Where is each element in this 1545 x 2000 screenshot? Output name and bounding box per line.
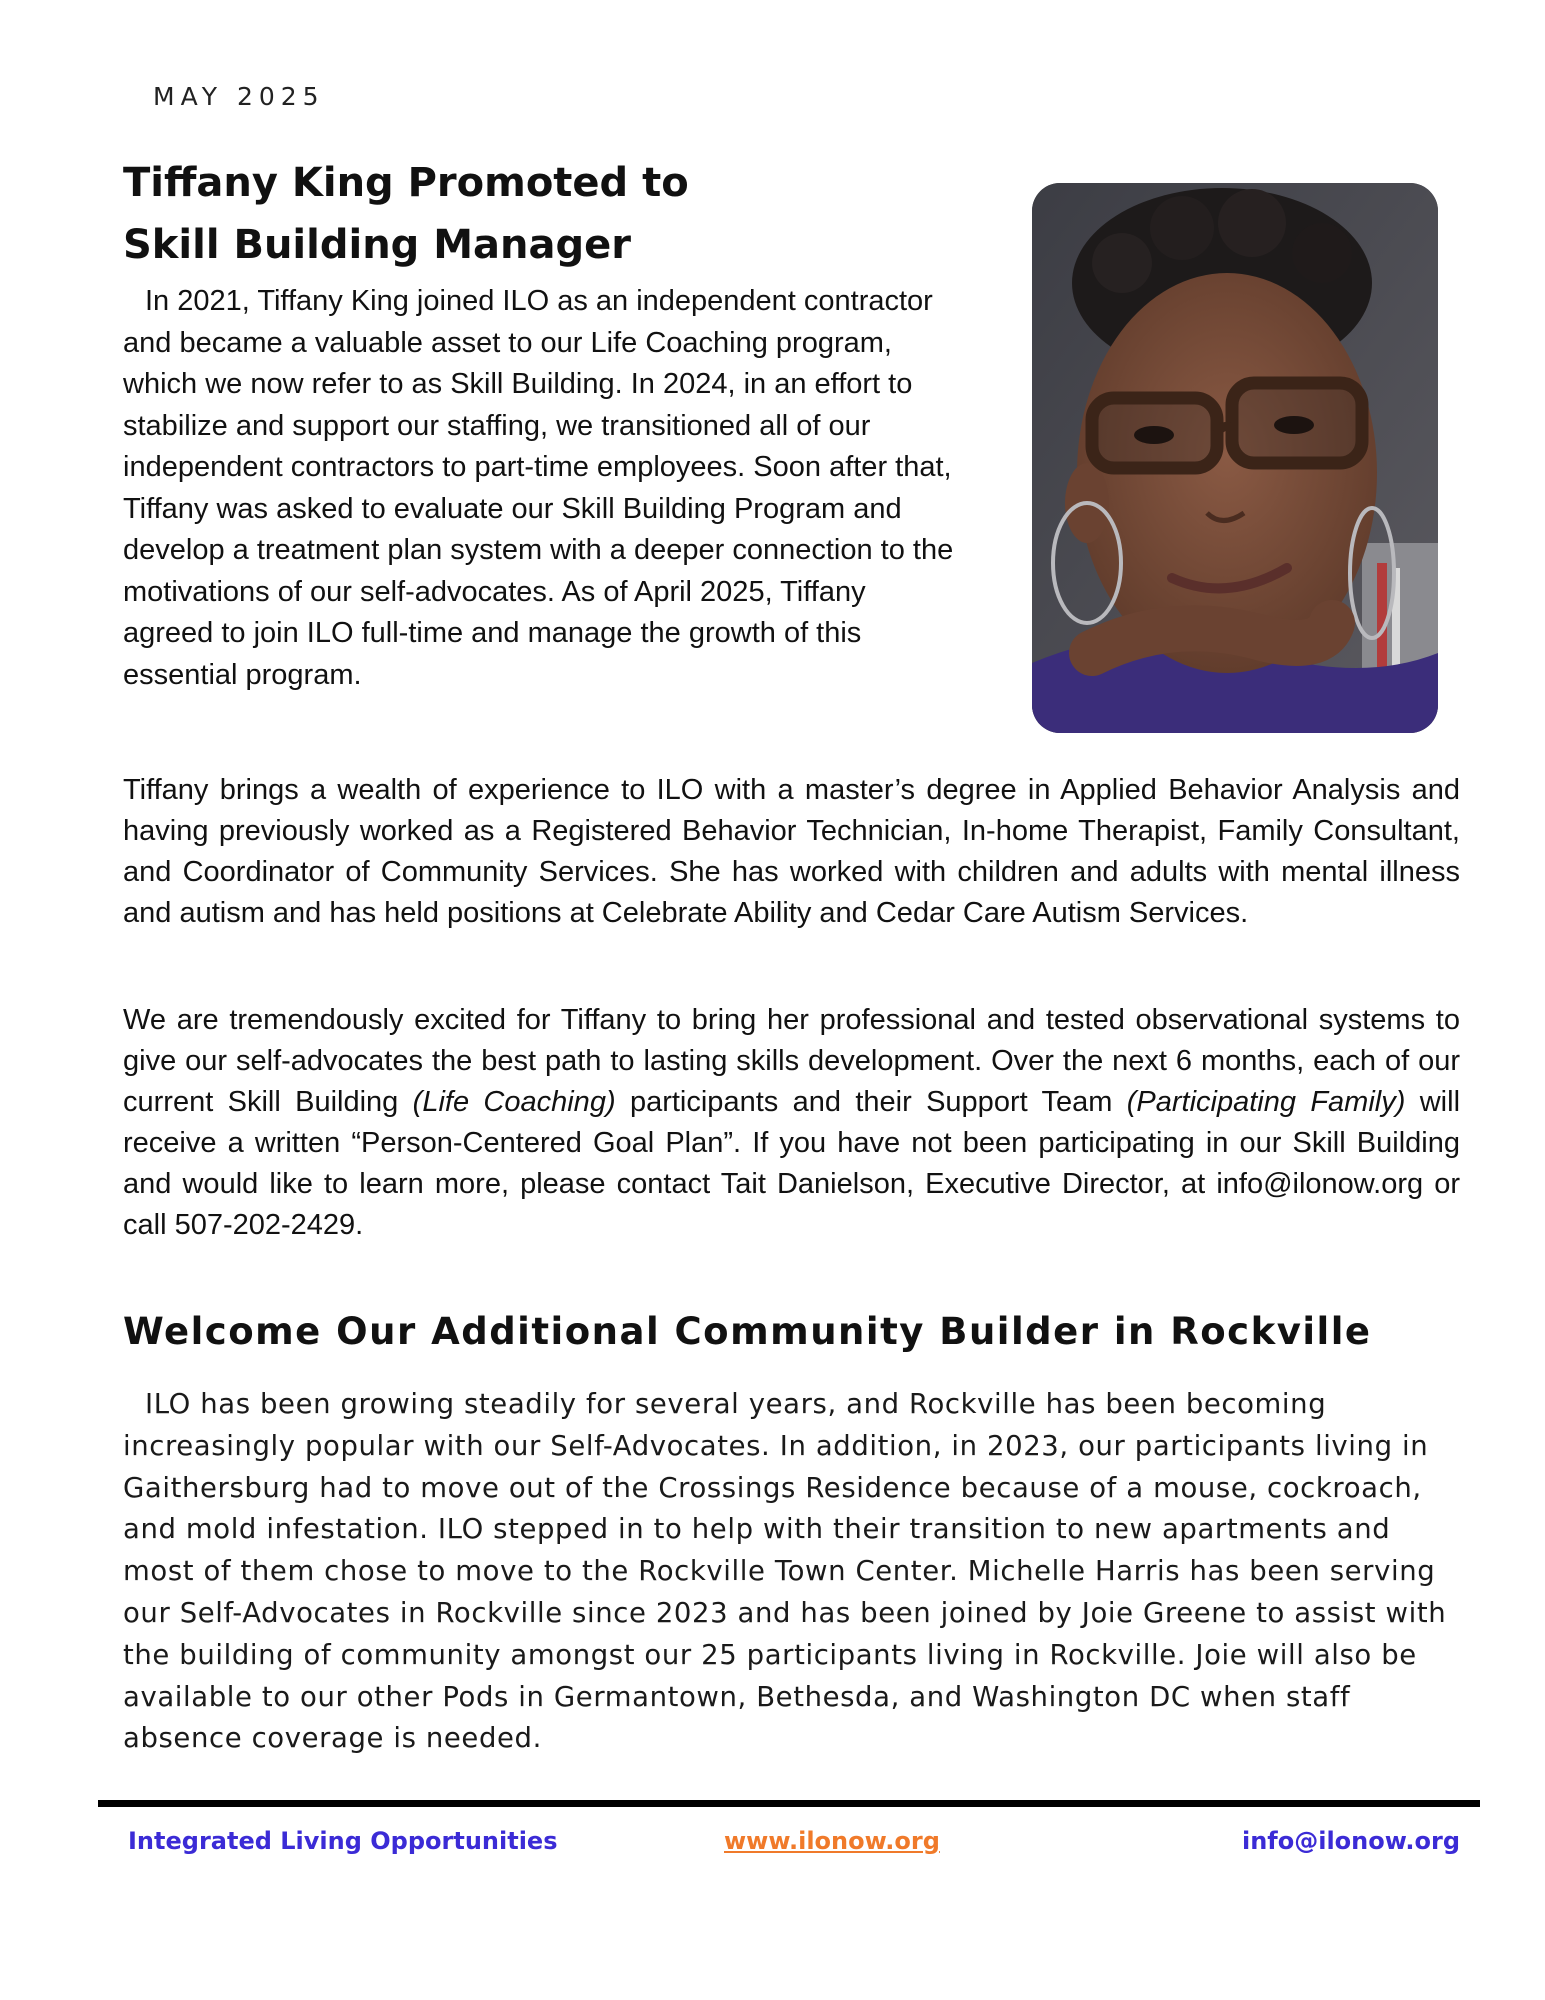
portrait-illustration [1032, 183, 1438, 733]
closing-text-part-2: participants and their Support Team [615, 1086, 1127, 1118]
closing-text-part-3: will receive a written “Person-Centered Goal Plan”. If you have not been participating in our Skill Building and would like to learn more, please contact Tait Danielson, Executive Director, at info@ilonow.org or call 507-202-2429. [123, 1086, 1461, 1241]
issue-date: MAY 2025 [153, 82, 325, 111]
closing-italic-2: (Participating Family) [1126, 1086, 1406, 1118]
headline-line-1: Tiffany King Promoted to [123, 160, 689, 206]
closing-italic-1: (Life Coaching) [412, 1086, 616, 1118]
portrait-photo [1032, 183, 1438, 733]
footer-divider [98, 1800, 1480, 1807]
article-intro-paragraph: In 2021, Tiffany King joined ILO as an independent contractor and became a valuable asset to our Life Coaching program, which we now refer to as Skill Building. In 2024, in an effort to stabilize and support our staffing, we transitioned all of our independent contractors to part-time employees. Soon after that, Tiffany was asked to evaluate our Skill Building Program and develop a treatment plan system with a deeper connection to the motivations of our self-advocates. As of April 2025, Tiffany agreed to join ILO full-time and manage the growth of this essential program. [123, 285, 954, 691]
footer-website-link[interactable]: www.ilonow.org [724, 1827, 940, 1855]
closing-text-part-1: We are tremendously excited for Tiffany to bring her professional and tested observational systems to give our self-advocates the best path to lasting skills development. Over the next 6 months, each of our current Skill Building [123, 1004, 1460, 1118]
footer-org-name: Integrated Living Opportunities [128, 1827, 558, 1855]
article-headline [123, 152, 883, 276]
community-builder-paragraph: ILO has been growing steadily for several years, and Rockville has been becoming increasingly popular with our Self-Advocates. In addition, in 2023, our participants living in Gaithersburg had to move out of the Crossings Residence because of a mouse, cockroach, and mold infestation. ILO stepped in to help with their transition to new apartments and most of them chose to move to the Rockville Town Center. Michelle Harris has been serving our Self-Advocates in Rockville since 2023 and has been joined by Joie Greene to assist with the building of community amongst our 25 participants living in Rockville. Joie will also be available to our other Pods in Germantown, Bethesda, and Washington DC when staff absence coverage is needed. [123, 1388, 1447, 1755]
footer-email-link[interactable]: info@ilonow.org [1241, 1827, 1460, 1855]
article-body-paragraph: Tiffany brings a wealth of experience to ILO with a master’s degree in Applied Behavior Analysis and having previously worked as a Registered Behavior Technician, In-home Therapist, Family Consultant, and Coordinator of Community Services. She has worked with children and adults with mental illness and autism and has held positions at Celebrate Ability and Cedar Care Autism Services. [123, 774, 1460, 929]
section-title: Welcome Our Additional Community Builder in Rockville [123, 1310, 1372, 1353]
article-closing-paragraph [123, 1000, 1460, 1246]
headline-line-2: Skill Building Manager [123, 222, 631, 268]
